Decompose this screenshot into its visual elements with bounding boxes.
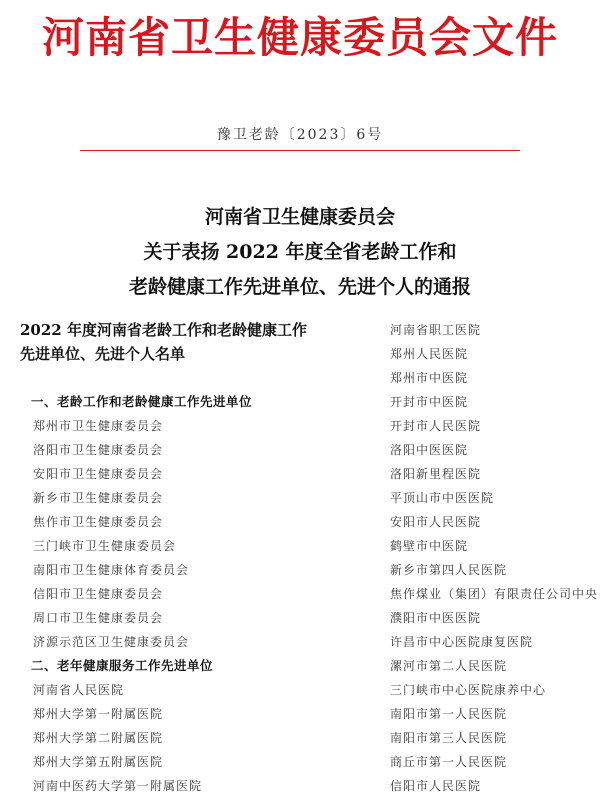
list-item: 焦作市卫生健康委员会 — [33, 515, 164, 529]
list-item: 河南省人民医院 — [33, 683, 125, 697]
list-item: 郑州大学第五附属医院 — [33, 755, 164, 769]
notice-title-line: 关于表扬 2022 年度全省老龄工作和 — [143, 241, 457, 263]
list-item: 开封市人民医院 — [390, 419, 482, 433]
left-column — [33, 390, 363, 798]
document-number: 豫卫老龄〔2023〕6号 — [216, 127, 384, 143]
list-item: 河南省职工医院 — [390, 323, 482, 337]
list-item: 郑州市卫生健康委员会 — [33, 419, 164, 433]
list-item: 南阳市第一人民医院 — [390, 707, 508, 721]
list-item: 安阳市卫生健康委员会 — [33, 467, 164, 481]
list-item: 济源示范区卫生健康委员会 — [33, 635, 190, 649]
list-item: 漯河市第二人民医院 — [390, 659, 508, 673]
notice-title — [0, 200, 600, 305]
list-item: 洛阳市卫生健康委员会 — [33, 443, 164, 457]
list-item: 开封市中医院 — [390, 395, 469, 409]
notice-title-line: 河南省卫生健康委员会 — [204, 206, 395, 228]
list-item: 鹤壁市中医院 — [390, 539, 469, 553]
list-item: 郑州大学第一附属医院 — [33, 707, 164, 721]
list-item: 郑州市中医院 — [390, 371, 469, 385]
list-item: 郑州大学第二附属医院 — [33, 731, 164, 745]
list-item: 新乡市第四人民医院 — [390, 563, 508, 577]
list-item: 河南中医药大学第一附属医院 — [33, 779, 203, 793]
list-title-line: 先进单位、先进个人名单 — [20, 345, 186, 363]
list-item: 洛阳新里程医院 — [390, 467, 482, 481]
right-column — [390, 318, 600, 798]
list-title — [20, 318, 360, 366]
list-item: 焦作煤业（集团）有限责任公司中央 — [390, 587, 599, 601]
list-item: 信阳市卫生健康委员会 — [33, 587, 164, 601]
list-item-highlighted — [390, 750, 600, 774]
list-title-line: 2022 年度河南省老龄工作和老龄健康工作 — [20, 321, 307, 339]
list-item: 三门峡市中心医院康养中心 — [390, 683, 547, 697]
list-item: 信阳市人民医院 — [390, 779, 482, 793]
list-item: 洛阳中医医院 — [390, 443, 469, 457]
list-item: 郑州人民医院 — [390, 347, 469, 361]
notice-title-line: 老龄健康工作先进单位、先进个人的通报 — [128, 276, 471, 298]
list-item: 濮阳市中医医院 — [390, 611, 482, 625]
list-item: 安阳市人民医院 — [390, 515, 482, 529]
underlined-entry — [390, 750, 507, 774]
section-heading-2: 二、老年健康服务工作先进单位 — [31, 658, 214, 673]
list-item: 周口市卫生健康委员会 — [33, 611, 164, 625]
list-item: 南阳市第三人民医院 — [390, 731, 508, 745]
list-item-label: 商丘市第一人民医院 — [390, 755, 508, 769]
list-item: 新乡市卫生健康委员会 — [33, 491, 164, 505]
header-divider — [80, 150, 520, 151]
list-item: 三门峡市卫生健康委员会 — [33, 539, 177, 553]
document-header-title: 河南省卫生健康委员会文件 — [41, 13, 558, 62]
list-item: 许昌市中心医院康复医院 — [390, 635, 534, 649]
section-heading-1: 一、老龄工作和老龄健康工作先进单位 — [31, 394, 253, 409]
list-item: 南阳市卫生健康体育委员会 — [33, 563, 190, 577]
list-item: 平顶山市中医医院 — [390, 491, 495, 505]
